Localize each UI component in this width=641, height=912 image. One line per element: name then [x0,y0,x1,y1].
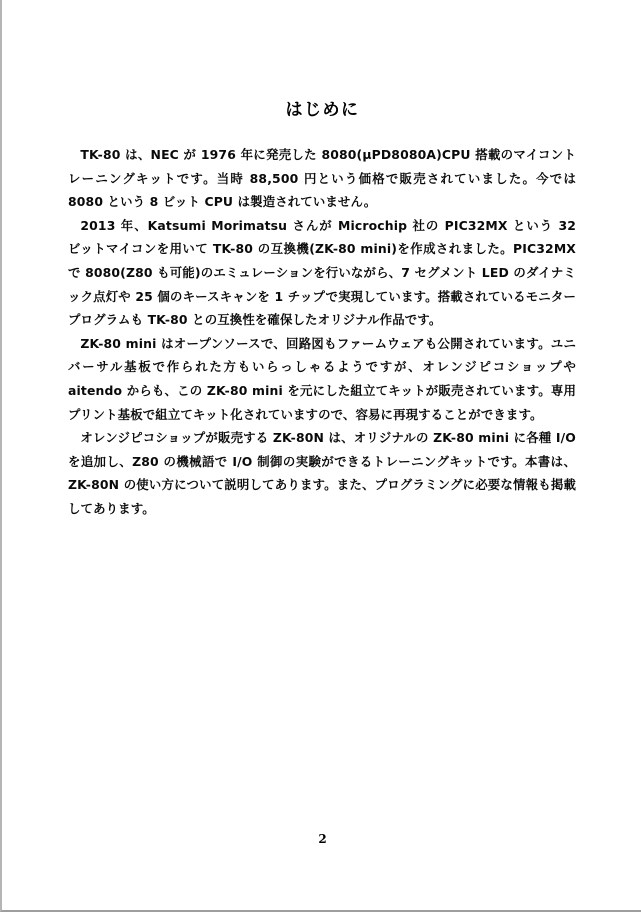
paragraph: 2013 年、Katsumi Morimatsu さんが Microchip 社の PIC32MX という 32 ビットマイコンを用いて TK-80 の互換機(ZK-80 mini)を作成されました。PIC32MX で 8080(Z80 も可能)のエミュレーションを行いながら、7 セグメント LED のダイナミック点灯や 25 個のキースキャンを 1 チップで実現しています。搭載されているモニタープログラムも TK-80 との互換性を確保したオリジナル作品です。 [68,217,576,328]
paragraph: オレンジピコショップが販売する ZK-80N は、オリジナルの ZK-80 mini に各種 I/O を追加し、Z80 の機械語で I/O 制御の実験ができるトレーニングキットです。本書は、ZK-80N の使い方について説明してあります。また、プログラミングに必要な情報も掲載してあります。 [68,430,576,516]
paragraph: ZK-80 mini はオープンソースで、回路図もファームウェアも公開されています。ユニバーサル基板で作られた方もいらっしゃるようですが、オレンジピコショップや aitendo からも、この ZK-80 mini を元にした組立てキットが販売されています。専用プリント基板で組立てキット化されていますので、容易に再現することができます。 [68,335,576,422]
body-text-block [68,143,576,521]
page-title: はじめに [285,100,360,121]
page-number: 2 [318,832,327,846]
paragraph: TK-80 は、NEC が 1976 年に発売した 8080(μPD8080A)CPU 搭載のマイコントレーニングキットです。当時 88,500 円という価格で販売されていました。今では 8080 という 8 ビット CPU は製造されていません。 [68,147,576,210]
